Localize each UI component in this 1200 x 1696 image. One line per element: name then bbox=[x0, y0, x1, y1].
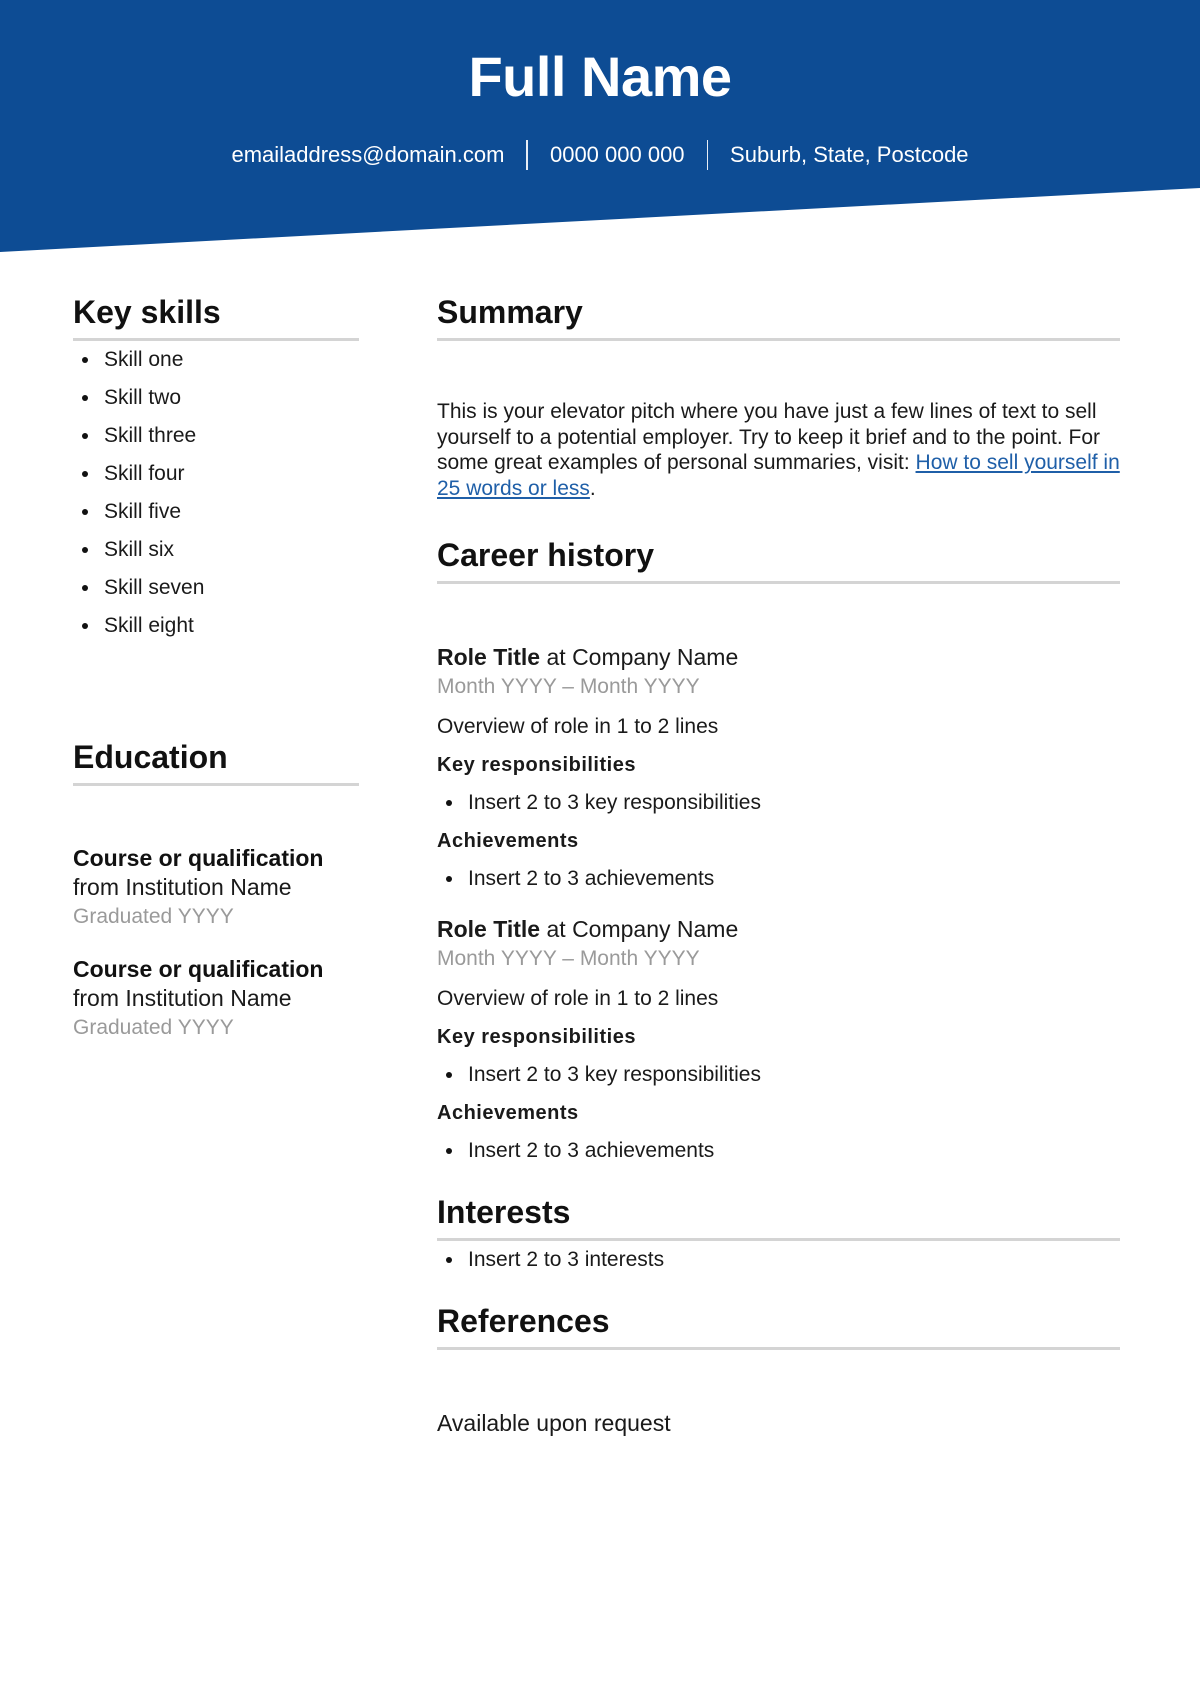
interests-heading: Interests bbox=[437, 1194, 571, 1230]
role-heading bbox=[437, 914, 1120, 944]
email-address[interactable]: emailaddress@domain.com bbox=[231, 142, 505, 167]
career-history-heading: Career history bbox=[437, 537, 654, 573]
skills-list bbox=[73, 341, 359, 645]
section-divider bbox=[437, 1347, 1120, 1350]
responsibilities-list bbox=[437, 784, 1120, 822]
role-title: Role Title bbox=[437, 916, 541, 942]
career-role bbox=[437, 914, 1120, 1170]
header-background-shape bbox=[0, 0, 1200, 260]
education-entry bbox=[73, 955, 359, 1042]
summary-text: This is your elevator pitch where you have just a few lines of text to sell yourself to a potential employer. Try to keep it brief and to the point. For some great examples of personal summaries, visit: bbox=[437, 400, 1101, 474]
achievements-label: Achievements bbox=[437, 830, 579, 852]
phone-number[interactable]: 0000 000 000 bbox=[549, 142, 685, 167]
career-role bbox=[437, 642, 1120, 898]
key-skills-section bbox=[73, 292, 359, 645]
key-skills-heading: Key skills bbox=[73, 294, 221, 330]
references-heading: References bbox=[437, 1303, 610, 1339]
role-overview: Overview of role in 1 to 2 lines bbox=[437, 715, 719, 738]
achievements-list bbox=[437, 860, 1120, 898]
responsibilities-label: Key responsibilities bbox=[437, 754, 636, 776]
contact-divider bbox=[707, 140, 709, 170]
education-section bbox=[73, 737, 359, 1042]
course-name: Course or qualification bbox=[73, 845, 324, 871]
role-overview: Overview of role in 1 to 2 lines bbox=[437, 987, 719, 1010]
contact-details bbox=[0, 140, 1200, 170]
skill-item: Skill seven bbox=[73, 569, 359, 607]
institution-name: from Institution Name bbox=[73, 874, 292, 900]
company-name: at Company Name bbox=[540, 916, 739, 942]
education-heading: Education bbox=[73, 739, 228, 775]
graduation-year: Graduated YYYY bbox=[73, 905, 234, 928]
right-column bbox=[437, 292, 1120, 1438]
header-banner bbox=[0, 0, 1200, 260]
references-section bbox=[437, 1301, 1120, 1438]
summary-heading: Summary bbox=[437, 294, 583, 330]
skill-item: Skill eight bbox=[73, 607, 359, 645]
summary-paragraph bbox=[437, 399, 1120, 501]
full-name-heading: Full Name bbox=[468, 45, 732, 108]
section-divider bbox=[437, 581, 1120, 584]
skill-item: Skill six bbox=[73, 531, 359, 569]
achievements-list bbox=[437, 1132, 1120, 1170]
left-column bbox=[73, 292, 359, 1042]
education-entry bbox=[73, 844, 359, 931]
company-name: at Company Name bbox=[540, 644, 739, 670]
interests-list bbox=[437, 1241, 1120, 1279]
achievement-item: Insert 2 to 3 achievements bbox=[437, 1132, 1120, 1170]
skill-item: Skill five bbox=[73, 493, 359, 531]
institution-name: from Institution Name bbox=[73, 985, 292, 1011]
role-heading bbox=[437, 642, 1120, 672]
responsibilities-list bbox=[437, 1056, 1120, 1094]
achievement-item: Insert 2 to 3 achievements bbox=[437, 860, 1120, 898]
achievements-label: Achievements bbox=[437, 1102, 579, 1124]
summary-link[interactable]: How to sell yourself in 25 words or less bbox=[437, 451, 1120, 500]
interest-item: Insert 2 to 3 interests bbox=[437, 1241, 1120, 1279]
interests-section bbox=[437, 1192, 1120, 1279]
section-divider bbox=[437, 338, 1120, 341]
role-title: Role Title bbox=[437, 644, 541, 670]
responsibilities-label: Key responsibilities bbox=[437, 1026, 636, 1048]
skill-item: Skill one bbox=[73, 341, 359, 379]
references-text: Available upon request bbox=[437, 1410, 671, 1436]
course-name: Course or qualification bbox=[73, 956, 324, 982]
skill-item: Skill two bbox=[73, 379, 359, 417]
skill-item: Skill three bbox=[73, 417, 359, 455]
section-divider bbox=[73, 783, 359, 786]
responsibility-item: Insert 2 to 3 key responsibilities bbox=[437, 1056, 1120, 1094]
role-dates: Month YYYY – Month YYYY bbox=[437, 947, 700, 970]
graduation-year: Graduated YYYY bbox=[73, 1016, 234, 1039]
summary-section bbox=[437, 292, 1120, 501]
summary-trailing: . bbox=[589, 476, 596, 500]
role-dates: Month YYYY – Month YYYY bbox=[437, 675, 700, 698]
responsibility-item: Insert 2 to 3 key responsibilities bbox=[437, 784, 1120, 822]
location: Suburb, State, Postcode bbox=[730, 142, 969, 167]
skill-item: Skill four bbox=[73, 455, 359, 493]
contact-divider bbox=[526, 140, 528, 170]
career-history-section bbox=[437, 535, 1120, 1170]
